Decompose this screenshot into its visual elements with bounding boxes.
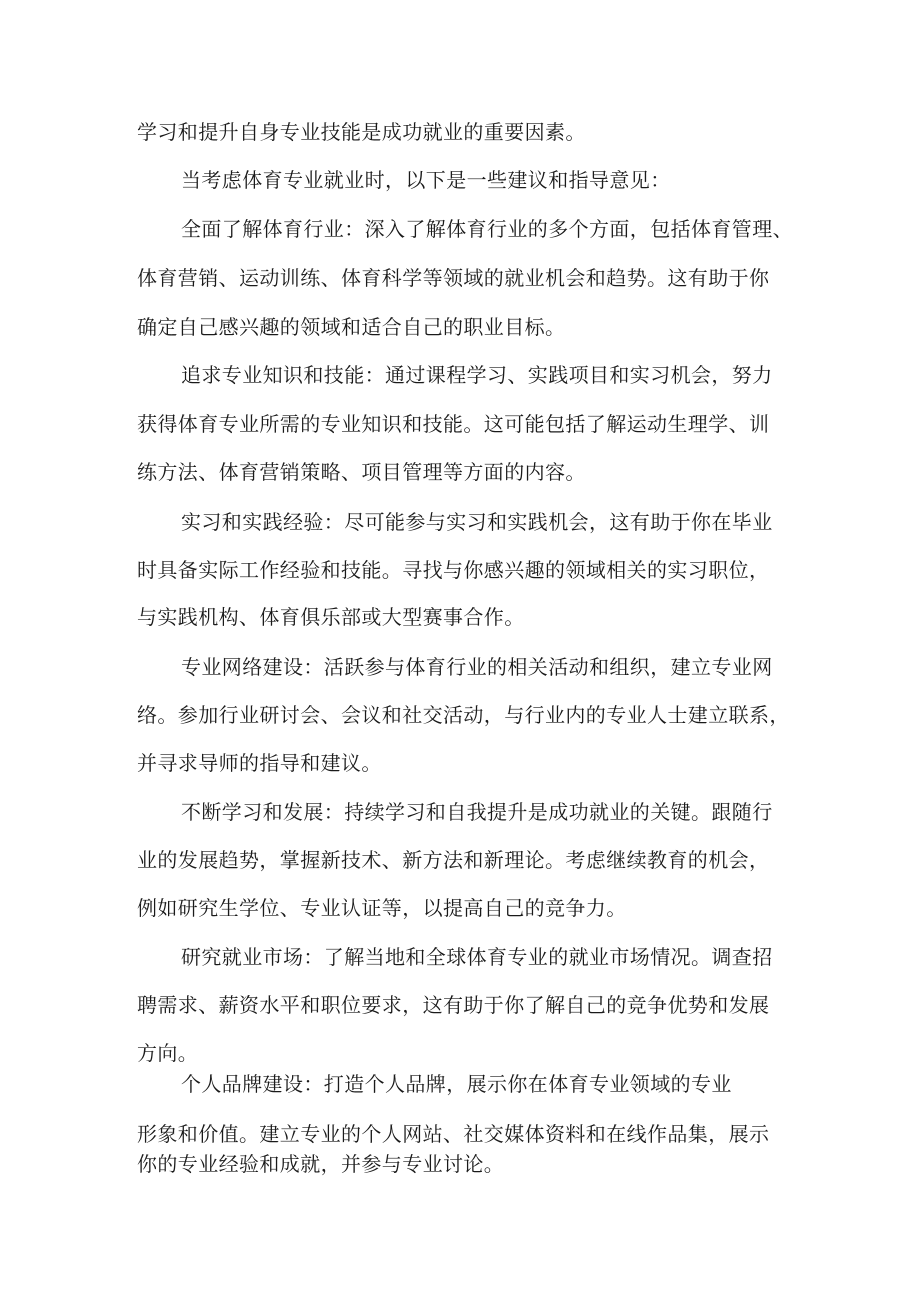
- text-line: 聘需求、薪资水平和职位要求，这有助于你了解自己的竞争优势和发展: [137, 993, 770, 1017]
- text-line: 确定自己感兴趣的领域和适合自己的职业目标。: [137, 315, 566, 339]
- text-line: 练方法、体育营销策略、项目管理等方面的内容。: [137, 460, 586, 484]
- text-line: 全面了解体育行业：深入了解体育行业的多个方面，包括体育管理、: [181, 217, 793, 241]
- text-line: 当考虑体育专业就业时，以下是一些建议和指导意见：: [181, 168, 671, 192]
- text-line: 不断学习和发展：持续学习和自我提升是成功就业的关键。跟随行: [181, 800, 773, 824]
- text-line: 个人品牌建设：打造个人品牌，展示你在体育专业领域的专业: [181, 1072, 732, 1096]
- text-line: 与实践机构、体育俱乐部或大型赛事合作。: [137, 605, 525, 629]
- text-line: 并寻求导师的指导和建议。: [137, 751, 382, 775]
- text-line: 形象和价值。建立专业的个人网站、社交媒体资料和在线作品集，展示: [137, 1122, 770, 1146]
- text-line: 业的发展趋势，掌握新技术、新方法和新理论。考虑继续教育的机会，: [137, 848, 770, 872]
- text-line: 体育营销、运动训练、体育科学等领域的就业机会和趋势。这有助于你: [137, 266, 770, 290]
- text-line: 时具备实际工作经验和技能。寻找与你感兴趣的领域相关的实习职位，: [137, 558, 770, 582]
- text-line: 络。参加行业研讨会、会议和社交活动，与行业内的专业人士建立联系，: [137, 703, 790, 727]
- text-line: 研究就业市场：了解当地和全球体育专业的就业市场情况。调查招: [181, 945, 773, 969]
- text-line: 学习和提升自身专业技能是成功就业的重要因素。: [137, 120, 586, 144]
- text-line: 追求专业知识和技能：通过课程学习、实践项目和实习机会，努力: [181, 363, 773, 387]
- text-line: 你的专业经验和成就，并参与专业讨论。: [137, 1152, 505, 1176]
- text-line: 实习和实践经验：尽可能参与实习和实践机会，这有助于你在毕业: [181, 510, 773, 534]
- text-line: 专业网络建设：活跃参与体育行业的相关活动和组织，建立专业网: [181, 655, 773, 679]
- text-line: 方向。: [137, 1041, 199, 1065]
- text-line: 获得体育专业所需的专业知识和技能。这可能包括了解运动生理学、训: [137, 412, 770, 436]
- text-line: 例如研究生学位、专业认证等，以提高自己的竞争力。: [137, 896, 627, 920]
